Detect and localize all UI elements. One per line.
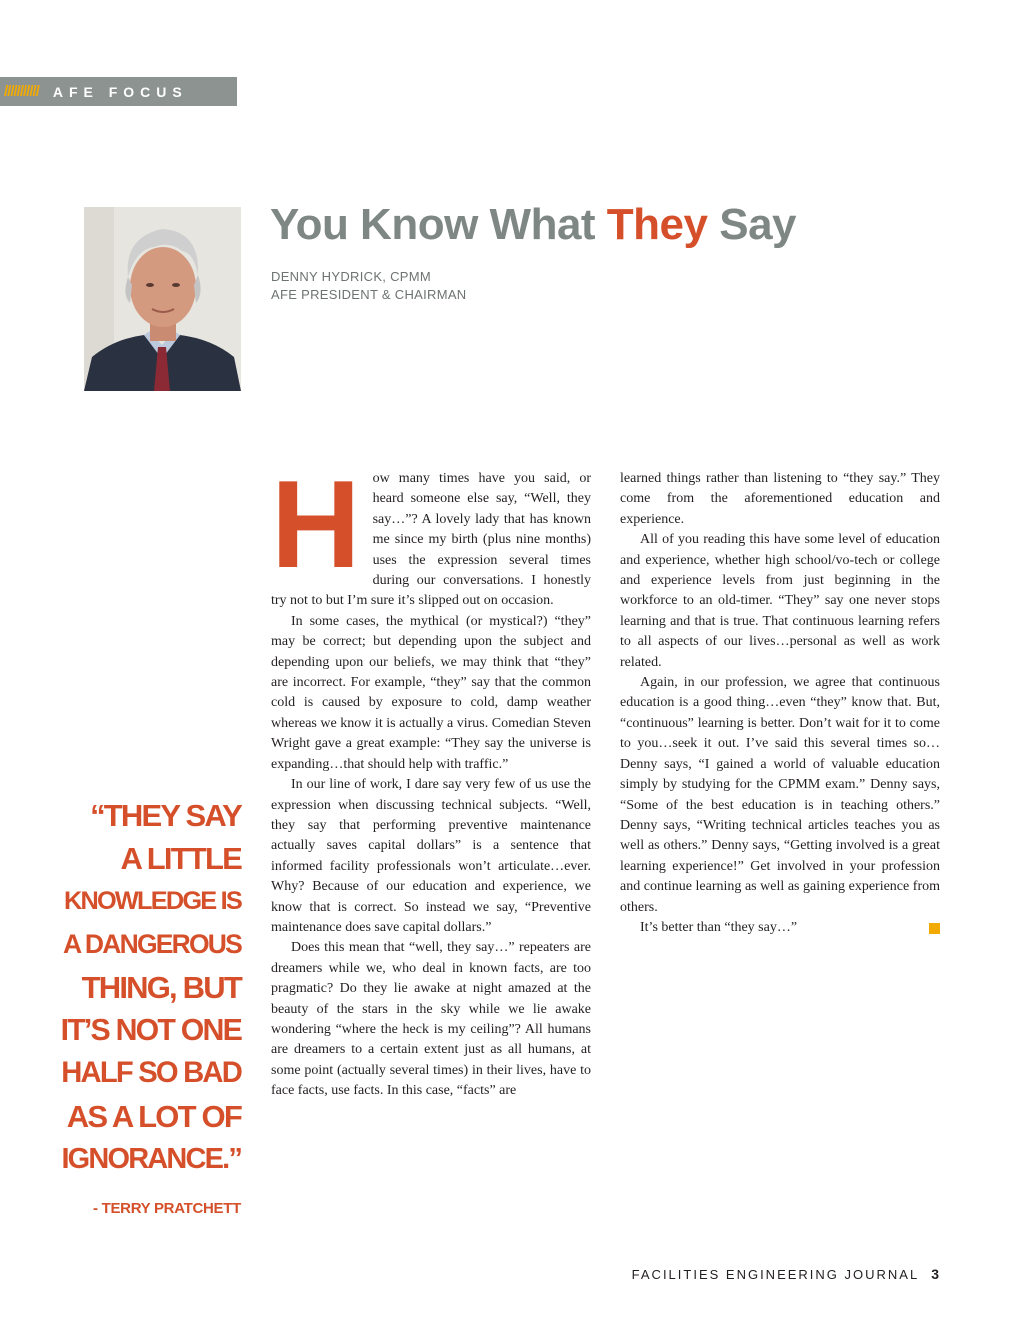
- byline: [271, 268, 467, 304]
- title-text-accent: They: [606, 200, 708, 249]
- paragraph: learned things rather than listening to “they say.” They come from the aforementioned education and experience.: [620, 471, 940, 527]
- paragraph: Again, in our profession, we agree that continuous education is a good thing…even “they” know that. But, “continuous” learning is better. Don’t wait for it to come to you…seek it out. I’ve said this several times so…Denny says, “I gained a world of valuable education simply by studying for the CPMM exam.” Denny says, “Some of the best education is in teaching others.” Denny says, “Writing technical articles teaches you as well as others.” Denny says, “Getting involved is a great learning experience!” Get involved in your profession and continue learning as well as gaining experience from others.: [620, 675, 940, 915]
- pull-quote-line: IT’S NOT ONE: [60, 1014, 241, 1047]
- paragraph: All of you reading this have some level of education and experience, whether high school/vo-tech or college and experience levels from just beginning in the workforce to an old-timer. “They” say one never stops learning and that is true. That continuous learning refers to all aspects of our lives…personal as well as work related.: [620, 532, 940, 670]
- title-text-post: Say: [707, 200, 797, 249]
- journal-name: FACILITIES ENGINEERING JOURNAL: [631, 1267, 920, 1282]
- paragraph: In some cases, the mythical (or mystical?) “they” may be correct; but depending upon the subject and depending upon our beliefs, we may think that “they” are incorrect. For example, “they” say that the common cold is caused by exposure to cold, damp weather whereas we know it is actually a virus. Comedian Steven Wright gave a great example: “They say the universe is expanding…that should help with traffic.”: [271, 613, 591, 772]
- author-photo: [84, 207, 241, 391]
- pull-quote-line: “THEY SAY: [90, 798, 241, 833]
- end-mark-icon: [929, 923, 940, 934]
- section-hatch: ///////////: [4, 83, 39, 100]
- pull-quote-line: A LITTLE: [120, 841, 241, 876]
- paragraph-last: [620, 918, 940, 938]
- article-column-1: [271, 456, 591, 1102]
- drop-cap: H: [271, 456, 361, 594]
- author-name: DENNY HYDRICK, CPMM: [271, 269, 432, 284]
- title-text-pre: You Know What: [270, 200, 607, 249]
- pull-quote: [60, 794, 241, 1181]
- paragraph-text: It’s better than “they say…”: [640, 919, 798, 935]
- paragraph: In our line of work, I dare say very few of us use the expression when discussing technical subjects. “Well, they say that performing preventive maintenance actually saves capital dollars” is a sentence that informed facility professionals won’t articulate…ever. Why? Because of our education and experience, we know that is correct. So instead we say, “Preventive maintenance does save capital dollars.”: [271, 777, 591, 935]
- section-tab: [0, 77, 237, 106]
- author-role: AFE PRESIDENT & CHAIRMAN: [271, 287, 467, 302]
- pull-quote-attribution: - TERRY PRATCHETT: [93, 1200, 241, 1217]
- article-title: [270, 200, 796, 250]
- page-footer: [632, 1266, 939, 1282]
- article-column-2: [620, 469, 940, 938]
- section-label: AFE FOCUS: [52, 83, 188, 100]
- pull-quote-line: THING, BUT: [81, 970, 241, 1005]
- pull-quote-line: A DANGEROUS: [63, 929, 241, 959]
- pull-quote-line: HALF SO BAD: [61, 1057, 241, 1089]
- author-portrait-image: [84, 207, 241, 391]
- pull-quote-line: AS A LOT OF: [66, 1099, 241, 1134]
- paragraph: Does this mean that “well, they say…” repeaters are dreamers while we, who deal in known facts, are too pragmatic? Do they lie awake at night amazed at the beauty of the stars in the sky while we lie awake wondering “where the heck is my ceiling”? All humans are dreamers to a certain extent just as all humans, at some point (actually several times) in their lives, have to face facts, use facts. In this case, “facts” are: [271, 940, 591, 1099]
- pull-quote-line: KNOWLEDGE IS: [63, 887, 241, 915]
- paragraph: [271, 456, 591, 612]
- page-number: 3: [931, 1266, 939, 1282]
- pull-quote-line: IGNORANCE.”: [61, 1143, 241, 1175]
- paragraph-text: ow many times have you said, or heard someone else say, “Well, they say…”? A lovely lady that has known me since my birth (plus nine months) uses the expression several times during our conversations. I honestly try not to but I’m sure it’s slipped out on occasion.: [271, 471, 591, 609]
